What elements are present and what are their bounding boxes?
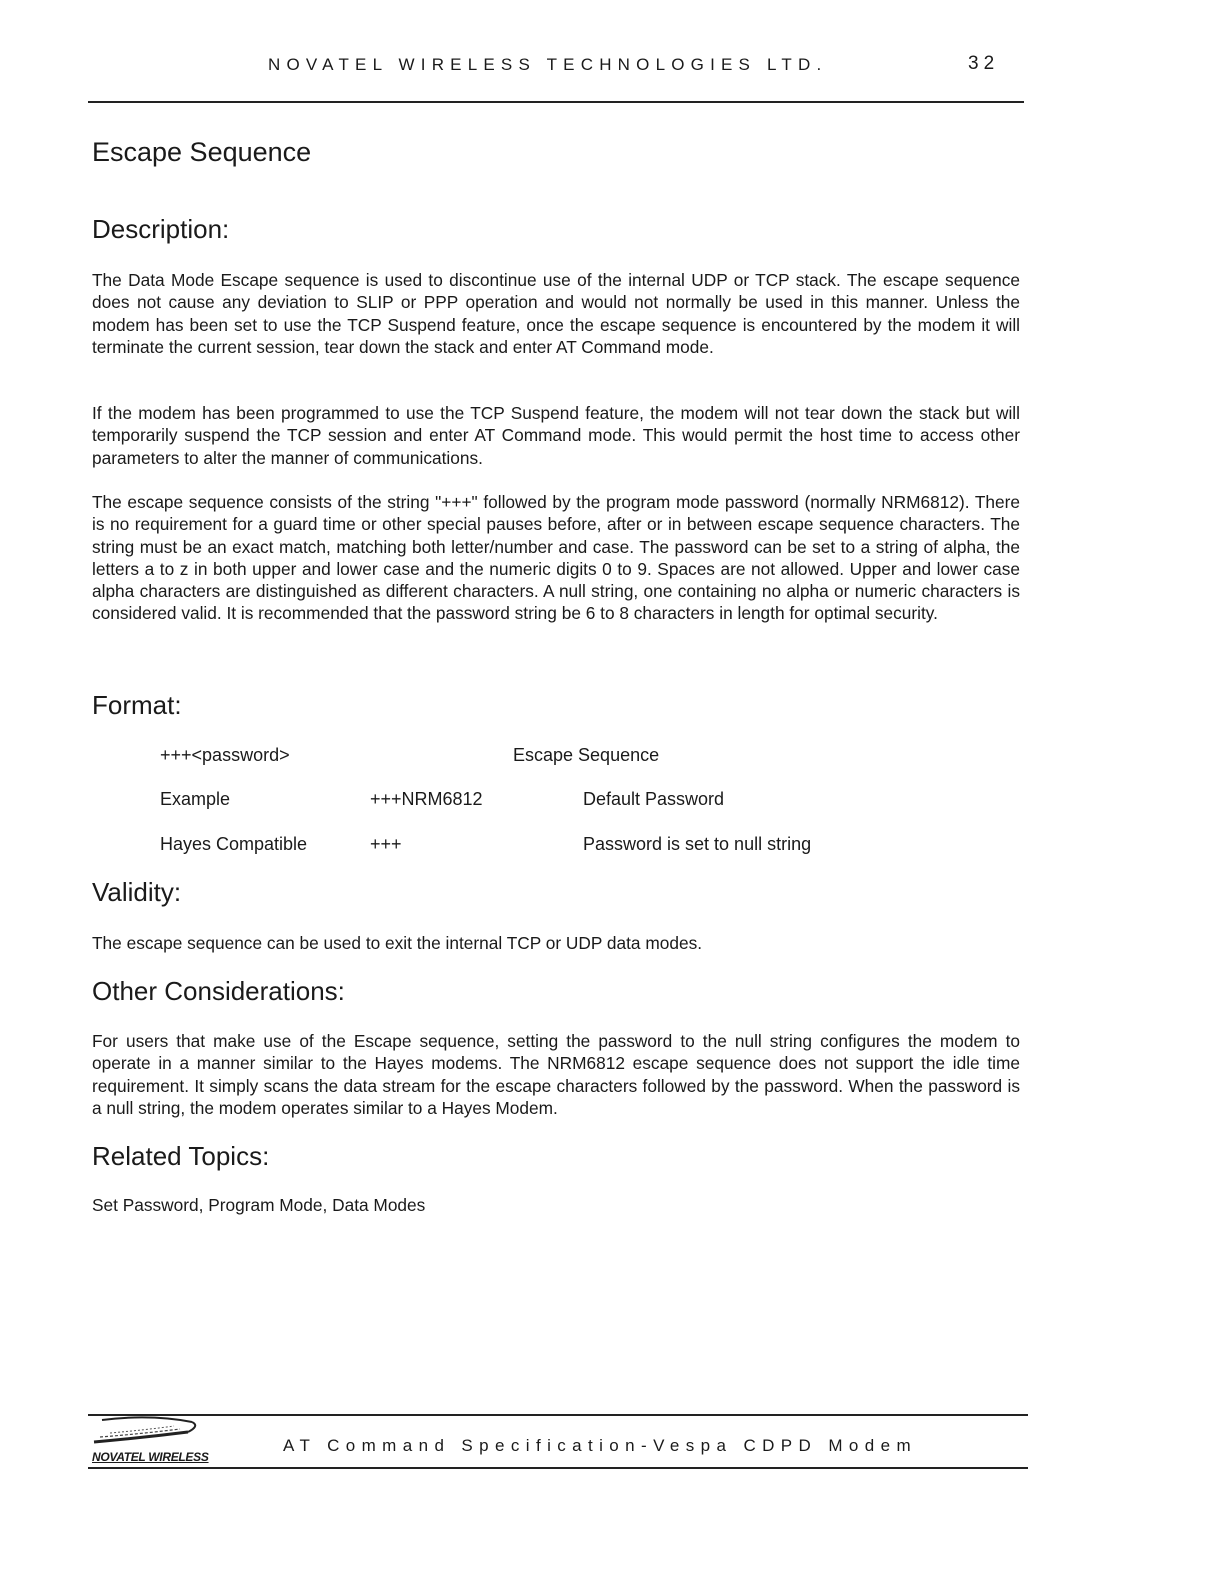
format-row-1-description: Escape Sequence xyxy=(513,745,660,765)
page-number: 32 xyxy=(968,53,1000,74)
other-considerations-text: For users that make use of the Escape sequence, setting the password to the null string configures the modem to operate in a manner similar to the Hayes modems. The NRM6812 escape sequence does not support the idle time requirement. It simply scans the data stream for the escape characters followed by the password. When the password is a null string, the modem operates similar to a Hayes Modem. xyxy=(92,1031,1020,1118)
format-row-2-description: Default Password xyxy=(583,789,725,809)
related-topics-text: Set Password, Program Mode, Data Modes xyxy=(92,1195,426,1215)
footer-rule-bottom xyxy=(88,1467,1028,1469)
format-heading: Format: xyxy=(92,690,182,720)
description-paragraph-2: If the modem has been programmed to use the TCP Suspend feature, the modem will not tear down the stack but will temporarily suspend the TCP session and enter AT Command mode. This would permit the host time to access other parameters to alter the manner of communications. xyxy=(92,403,1020,468)
format-row-3-description: Password is set to null string xyxy=(583,834,812,854)
description-paragraph-3: The escape sequence consists of the string "+++" followed by the program mode password (normally NRM6812). There is no requirement for a guard time or other special pauses before, after or in between escape sequence characters. The string must be an exact match, matching both letter/number and case. The password can be set to a string of alpha, the letters a to z in both upper and lower case and the numeric digits 0 to 9. Spaces are not allowed. Upper and lower case alpha characters are distinguished as different characters. A null string, one containing no alpha or numeric characters is considered valid. It is recommended that the password string be 6 to 8 characters in length for optimal security. xyxy=(92,492,1020,624)
wave-logo-icon xyxy=(90,1416,210,1450)
format-row-2-value: +++NRM6812 xyxy=(370,789,483,809)
footer-rule-top xyxy=(88,1414,1028,1416)
validity-heading: Validity: xyxy=(92,877,182,907)
page-title: Escape Sequence xyxy=(92,137,312,167)
footer-title: AT Command Specification-Vespa CDPD Modem xyxy=(283,1436,918,1455)
format-row-3-label: Hayes Compatible xyxy=(160,834,308,854)
header-rule xyxy=(88,101,1024,103)
logo-wordmark: NOVATEL WIRELESS xyxy=(92,1450,209,1464)
format-row-1-syntax: +++<password> xyxy=(160,745,290,765)
novatel-logo xyxy=(90,1416,210,1468)
format-row-3-value: +++ xyxy=(370,834,402,854)
header-company-name: NOVATEL WIRELESS TECHNOLOGIES LTD. xyxy=(268,55,828,74)
validity-text: The escape sequence can be used to exit the internal TCP or UDP data modes. xyxy=(92,933,703,953)
description-heading: Description: xyxy=(92,214,230,244)
format-row-2-label: Example xyxy=(160,789,231,809)
description-paragraph-1: The Data Mode Escape sequence is used to discontinue use of the internal UDP or TCP stack. The escape sequence does not cause any deviation to SLIP or PPP operation and would not normally be used in this manner. Unless the modem has been set to use the TCP Suspend feature, once the escape sequence is encountered by the modem it will terminate the current session, tear down the stack and enter AT Command mode. xyxy=(92,270,1020,357)
related-topics-heading: Related Topics: xyxy=(92,1141,270,1171)
other-considerations-heading: Other Considerations: xyxy=(92,976,345,1006)
